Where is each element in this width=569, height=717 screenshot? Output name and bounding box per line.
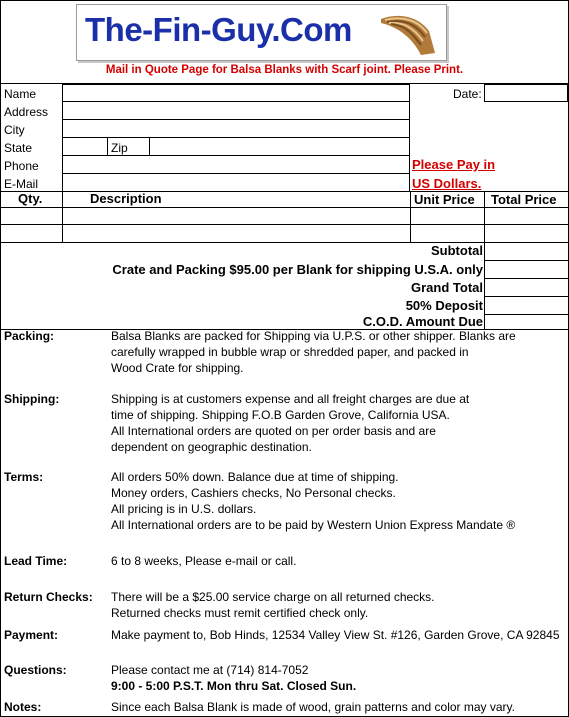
- name-field[interactable]: [62, 84, 410, 102]
- shipping-text: Shipping is at customers expense and all freight charges are due at time of shipping. Shipping F.O.B Garden Grove, California USA. All International orders are quoted on per order basis and are dependent on geographic destination.: [111, 392, 470, 454]
- phone-label: Phone: [4, 159, 39, 173]
- table-row[interactable]: [1, 225, 568, 242]
- city-label: City: [4, 123, 25, 137]
- shipping-title: Shipping:: [4, 392, 60, 406]
- packing-text: Balsa Blanks are packed for Shipping via U.P.S. or other shipper. Blanks are carefully wrapped in bubble wrap or shredded paper, and packed in Wood Crate for shipping.: [111, 329, 516, 375]
- surfboard-fin-icon: [377, 9, 441, 59]
- pay-notice-line1: Please Pay in: [412, 157, 496, 172]
- state-field[interactable]: [62, 137, 108, 156]
- notes-title: Notes:: [4, 700, 42, 714]
- name-label: Name: [4, 87, 37, 101]
- notes-text: Since each Balsa Blank is made of wood, grain patterns and color may vary.: [111, 700, 515, 714]
- address-label: Address: [4, 105, 49, 119]
- description-header: Description: [90, 191, 162, 206]
- deposit-label: 50% Deposit: [405, 298, 483, 313]
- logo-text: The-Fin-Guy.Com: [85, 11, 352, 48]
- deposit-field[interactable]: [484, 296, 569, 315]
- grand-total-field[interactable]: [484, 278, 569, 297]
- unit-price-header: Unit Price: [414, 192, 475, 207]
- zip-field[interactable]: [149, 137, 410, 156]
- lead-time-title: Lead Time:: [4, 554, 68, 568]
- grand-total-label: Grand Total: [411, 280, 483, 295]
- lead-time-text: 6 to 8 weeks, Please e-mail or call.: [111, 554, 297, 568]
- terms-text: All orders 50% down. Balance due at time of shipping. Money orders, Cashiers checks, No Personal checks. All pricing is in U.S. dollars. All International orders are to be paid by Western Union Express Mandate ®: [111, 470, 516, 532]
- zip-label: Zip: [111, 141, 128, 155]
- crate-packing-field[interactable]: [484, 260, 569, 279]
- date-label: Date:: [453, 87, 482, 101]
- email-label: E-Mail: [4, 177, 39, 191]
- terms-title: Terms:: [4, 470, 44, 484]
- subtotal-label: Subtotal: [431, 243, 483, 258]
- pay-notice-line2: US Dollars.: [412, 176, 482, 191]
- payment-title: Payment:: [4, 628, 59, 642]
- email-field[interactable]: [62, 173, 410, 192]
- return-checks-title: Return Checks:: [4, 590, 93, 604]
- address-field[interactable]: [62, 101, 410, 120]
- questions-text: Please contact me at (714) 814-7052 9:00 - 5:00 P.S.T. Mon thru Sat. Closed Sun.: [111, 663, 357, 693]
- payment-text: Make payment to, Bob Hinds, 12534 Valley View St. #126, Garden Grove, CA 92845: [111, 628, 560, 642]
- table-row[interactable]: [1, 208, 568, 224]
- site-logo[interactable]: [76, 4, 447, 61]
- state-label: State: [4, 141, 33, 155]
- questions-title: Questions:: [4, 663, 67, 677]
- packing-title: Packing:: [4, 329, 55, 343]
- crate-packing-label: Crate and Packing $95.00 per Blank for shipping U.S.A. only: [112, 262, 483, 277]
- return-checks-text: There will be a $25.00 service charge on all returned checks. Returned checks must remit certified check only.: [111, 590, 435, 620]
- qty-header: Qty.: [18, 191, 43, 206]
- total-price-header: Total Price: [491, 192, 557, 207]
- subtotal-field[interactable]: [484, 242, 569, 261]
- phone-field[interactable]: [62, 155, 410, 174]
- cod-label: C.O.D. Amount Due: [362, 314, 483, 329]
- page-subtitle: Mail in Quote Page for Balsa Blanks with Scarf joint. Please Print.: [105, 64, 464, 76]
- date-field[interactable]: [484, 84, 568, 102]
- city-field[interactable]: [62, 119, 410, 138]
